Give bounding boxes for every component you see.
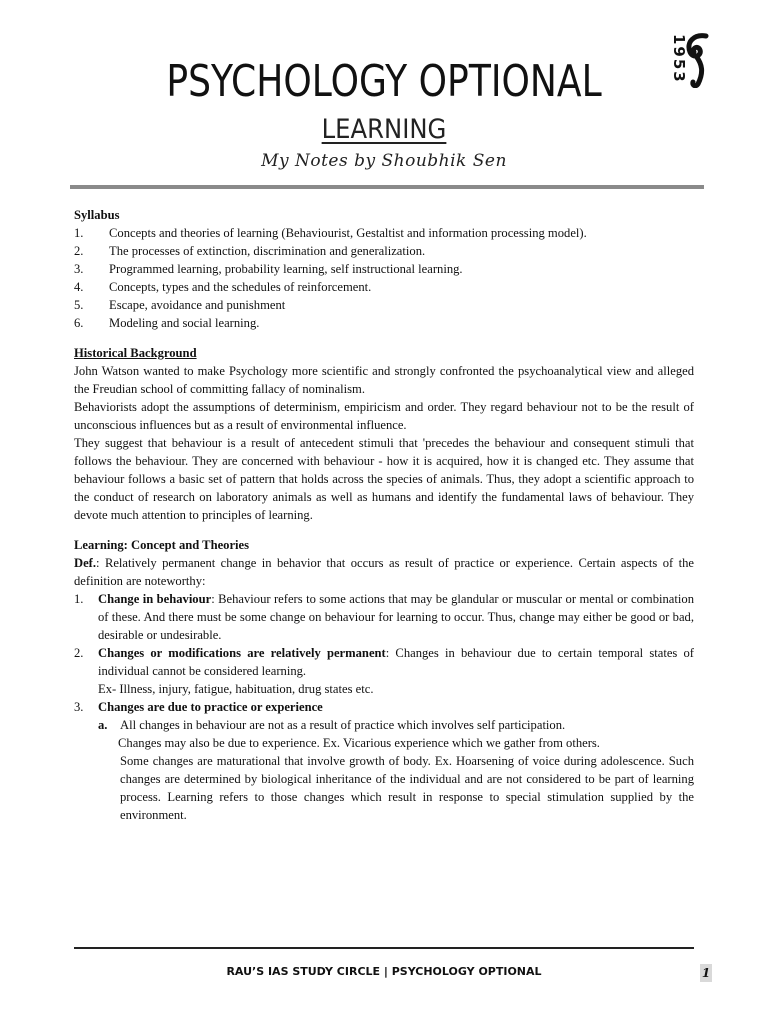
list-item: 6. Modeling and social learning. [74, 316, 260, 330]
footer-text: RAU’S IAS STUDY CIRCLE | PSYCHOLOGY OPTIONAL [226, 965, 542, 978]
sub-list-item: a. All changes in behaviour are not as a result of practice which involves self participation. [98, 718, 566, 732]
list-item: 1. Concepts and theories of learning (Behaviourist, Gestaltist and information processing model). [74, 226, 587, 240]
learning-heading: Learning: Concept and Theories [74, 538, 250, 552]
paragraph: Changes may also be due to experience. Ex. Vicarious experience which we gather from others. [118, 736, 600, 750]
list-item: 3. Changes are due to practice or experience [74, 700, 323, 714]
example-line: Ex- Illness, injury, fatigue, habituation, drug states etc. [98, 682, 374, 696]
paragraph: Behaviorists adopt the assumptions of determinism, empiricism and order. They regard behaviour not to be the result of unconscious influences but as a result of environmental influence. [74, 400, 694, 432]
list-item: 2. Changes or modifications are relatively permanent: Changes in behaviour due to certain temporal states of individual cannot be considered learning. [74, 646, 694, 678]
paragraph: Some changes are maturational that involve growth of body. Ex. Hoarsening of voice during adolescence. Such changes are determined by biological inheritance of the individual and are not considered to be part of learning process. Learning refers to those changes which result in response to special stimulation supplied by the environment. [120, 754, 694, 822]
syllabus-heading: Syllabus [74, 208, 120, 222]
page-subtitle: LEARNING [321, 114, 447, 145]
document-body [74, 206, 694, 824]
list-item: 2. The processes of extinction, discrimination and generalization. [74, 244, 426, 258]
list-item: 1. Change in behaviour: Behaviour refers to some actions that may be glandular or muscular or mental or combination of these. And there must be some change on behaviour for learning to occur. Thus, change may either be good or bad, desirable or undesirable. [74, 592, 694, 642]
paragraph: They suggest that behaviour is a result of antecedent stimuli that 'precedes the behaviour and consequent stimuli that follows the behaviour. They are concerned with behaviour - how it is acquired, how it is changed etc. They assume that behaviour follows a basic set of pattern that holds across the species of animals. Thus, they adopt a scientific approach to the conduct of research on laboratory animals as well as humans and identify the fundamental laws of behaviour. They devote much attention to principles of learning. [74, 436, 694, 522]
list-item: 4. Concepts, types and the schedules of reinforcement. [74, 280, 372, 294]
list-item: 3. Programmed learning, probability learning, self instructional learning. [74, 262, 463, 276]
author-byline: My Notes by Shoubhik Sen [261, 151, 507, 171]
page-title: PSYCHOLOGY OPTIONAL [166, 56, 602, 107]
page-number: 1 [701, 966, 711, 980]
list-item: 5. Escape, avoidance and punishment [74, 298, 286, 312]
paragraph: John Watson wanted to make Psychology more scientific and strongly confronted the psychoanalytical view and alleged the Freudian school of committing fallacy of nominalism. [74, 364, 694, 396]
logo-year: 1953 [670, 34, 688, 84]
header-divider [70, 185, 704, 189]
definition-paragraph: Def.: Relatively permanent change in behavior that occurs as result of practice or experience. Certain aspects of the definition are noteworthy: [74, 556, 694, 588]
historical-heading: Historical Background [74, 346, 197, 360]
footer-divider [74, 947, 694, 949]
